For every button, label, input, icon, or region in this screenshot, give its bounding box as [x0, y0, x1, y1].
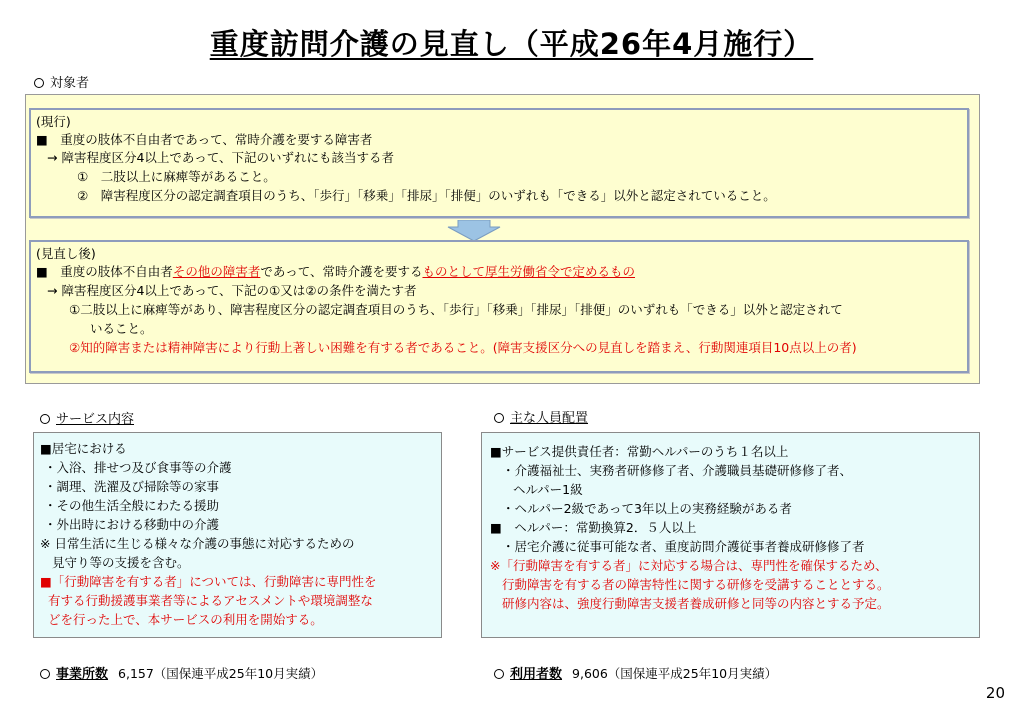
circle-icon: [40, 669, 50, 679]
service-line-7: 見守り等の支援を含む。: [52, 555, 190, 570]
circle-icon: [494, 413, 504, 423]
staff-line-1: ■サービス提供責任者：常勤ヘルパーのうち１名以上: [490, 444, 789, 459]
target-heading: 対象者: [34, 72, 89, 91]
staff-heading: 主な人員配置: [494, 407, 588, 426]
users-value: 9,606（国保連平成25年10月実績）: [572, 666, 778, 681]
service-red-line-2: 有する行動援護事業者等によるアセスメントや環境調整な: [48, 593, 373, 608]
service-heading: サービス内容: [40, 408, 134, 427]
service-line-5: ・外出時における移動中の介護: [44, 517, 220, 532]
down-arrow-icon: [446, 220, 502, 242]
service-box: [33, 432, 442, 638]
revised-box: [29, 240, 969, 373]
current-box: [29, 108, 969, 218]
service-line-4: ・その他生活全般にわたる援助: [44, 498, 220, 513]
circle-icon: [494, 669, 504, 679]
staff-line-2: ・介護福祉士、実務者研修修了者、介護職員基礎研修修了者、: [502, 463, 853, 478]
revised-line-1: [36, 264, 635, 280]
service-line-6: ※ 日常生活に生じる様々な介護の事態に対応するための: [40, 536, 355, 551]
current-line-3: ① 二肢以上に麻痺等があること。: [77, 169, 276, 184]
users-label: 利用者数: [510, 667, 563, 682]
circle-icon: [34, 78, 44, 88]
page-title: 重度訪問介護の見直し（平成26年4月施行）: [209, 27, 814, 61]
service-red-line-1: ■「行動障害を有する者」については、行動障害に専門性を: [40, 574, 377, 589]
offices-label: 事業所数: [56, 667, 109, 682]
offices-stat: [40, 663, 323, 682]
page-number: 20: [985, 684, 1005, 702]
current-line-2: → 障害程度区分4以上であって、下記のいずれにも該当する者: [47, 150, 395, 165]
revised-line-4: いること。: [90, 321, 153, 336]
revised-line-3: ①二肢以上に麻痺等があり、障害程度区分の認定調査項目のうち、「歩行」「移乗」「排尿」「排便」のいずれも「できる」以外と認定されて: [69, 302, 843, 317]
staff-line-3: ヘルパー1級: [513, 482, 583, 497]
service-line-1: ■居宅における: [40, 441, 127, 456]
service-line-2: ・入浴、排せつ及び食事等の介護: [44, 460, 232, 475]
revised-line-1-c: であって、常時介護を要する: [260, 264, 423, 279]
revised-line-1-d: ものとして厚生労働省令で定めるもの: [422, 264, 635, 279]
staff-line-5: ■ ヘルパー：常勤換算2．５人以上: [490, 520, 697, 535]
staff-red-line-1: ※「行動障害を有する者」に対応する場合は、専門性を確保するため、: [490, 558, 888, 573]
staff-line-6: ・居宅介護に従事可能な者、重度訪問介護従事者養成研修修了者: [502, 539, 865, 554]
staff-red-line-3: 研修内容は、強度行動障害支援者養成研修と同等の内容とする予定。: [502, 596, 890, 611]
current-line-4: ② 障害程度区分の認定調査項目のうち、「歩行」「移乗」「排尿」「排便」のいずれも「できる」以外と認定されていること。: [77, 188, 776, 203]
staff-box: [481, 432, 980, 638]
revised-line-1-a: ■ 重度の肢体不自由者: [36, 264, 173, 279]
revised-line-1-b: その他の障害者: [172, 264, 261, 279]
staff-red-line-2: 行動障害を有する者の障害特性に関する研修を受講することとする。: [502, 577, 890, 592]
revised-label: (見直し後): [36, 246, 96, 261]
users-stat: [494, 663, 777, 682]
revised-line-2: → 障害程度区分4以上であって、下記の①又は②の条件を満たす者: [47, 283, 417, 298]
staff-line-4: ・ヘルパー2級であって3年以上の実務経験がある者: [502, 501, 792, 516]
service-red-line-3: どを行った上で、本サービスの利用を開始する。: [48, 612, 323, 627]
current-line-1: ■ 重度の肢体不自由者であって、常時介護を要する障害者: [36, 132, 373, 147]
revised-line-5: ②知的障害または精神障害により行動上著しい困難を有する者であること。(障害支援区分への見直しを踏まえ、行動関連項目10点以上の者): [69, 340, 857, 355]
offices-value: 6,157（国保連平成25年10月実績）: [118, 666, 324, 681]
circle-icon: [40, 414, 50, 424]
service-line-3: ・調理、洗濯及び掃除等の家事: [44, 479, 220, 494]
current-label: (現行): [36, 114, 71, 129]
